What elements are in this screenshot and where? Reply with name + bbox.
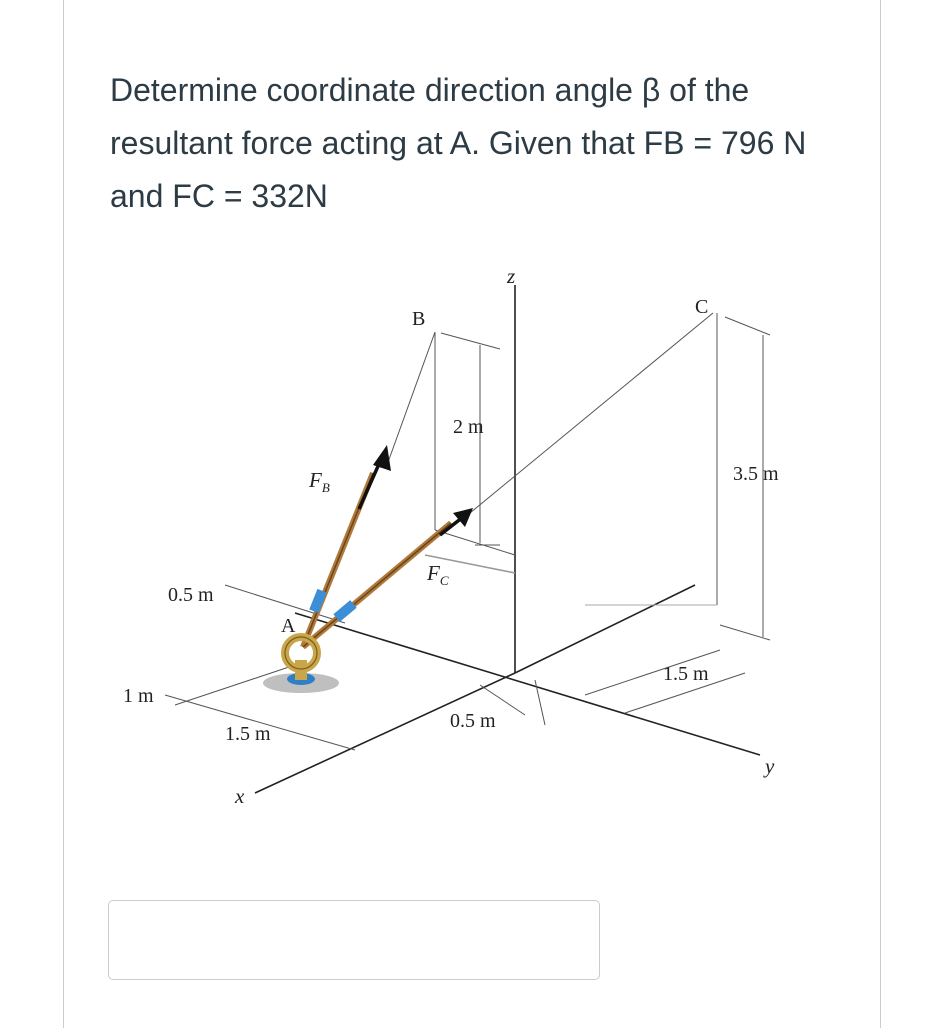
label-x: x <box>235 784 245 808</box>
label-fb: $F_B$ <box>309 468 330 495</box>
question-text: Determine coordinate direction angle β of the resultant force acting at A. Given that FB = 796 N and FC = 332N <box>110 72 807 214</box>
label-c: C <box>695 296 709 318</box>
dim-label-1-5m-x: 1.5 m <box>225 723 271 745</box>
arrow-fb-head <box>373 445 391 471</box>
line-ac <box>470 313 713 513</box>
label-b: B <box>412 308 426 330</box>
ground-line-back <box>515 585 695 673</box>
statics-figure <box>105 255 825 825</box>
dim-label-0-5m-y: 0.5 m <box>450 710 496 732</box>
label-a: A <box>281 615 296 637</box>
dim-label-1-5m-y: 1.5 m <box>663 663 709 685</box>
dim-label-2m: 2 m <box>453 416 484 438</box>
answer-input[interactable] <box>108 900 600 980</box>
dim-label-1m: 1 m <box>123 685 154 707</box>
line-ab <box>387 332 435 465</box>
dim-label-3-5m: 3.5 m <box>733 463 779 485</box>
label-y: y <box>765 754 775 778</box>
label-fc: $F_C$ <box>427 561 449 588</box>
label-z: z <box>507 264 516 288</box>
dim-label-0-5m-left: 0.5 m <box>168 584 214 606</box>
b-ground <box>435 530 515 555</box>
